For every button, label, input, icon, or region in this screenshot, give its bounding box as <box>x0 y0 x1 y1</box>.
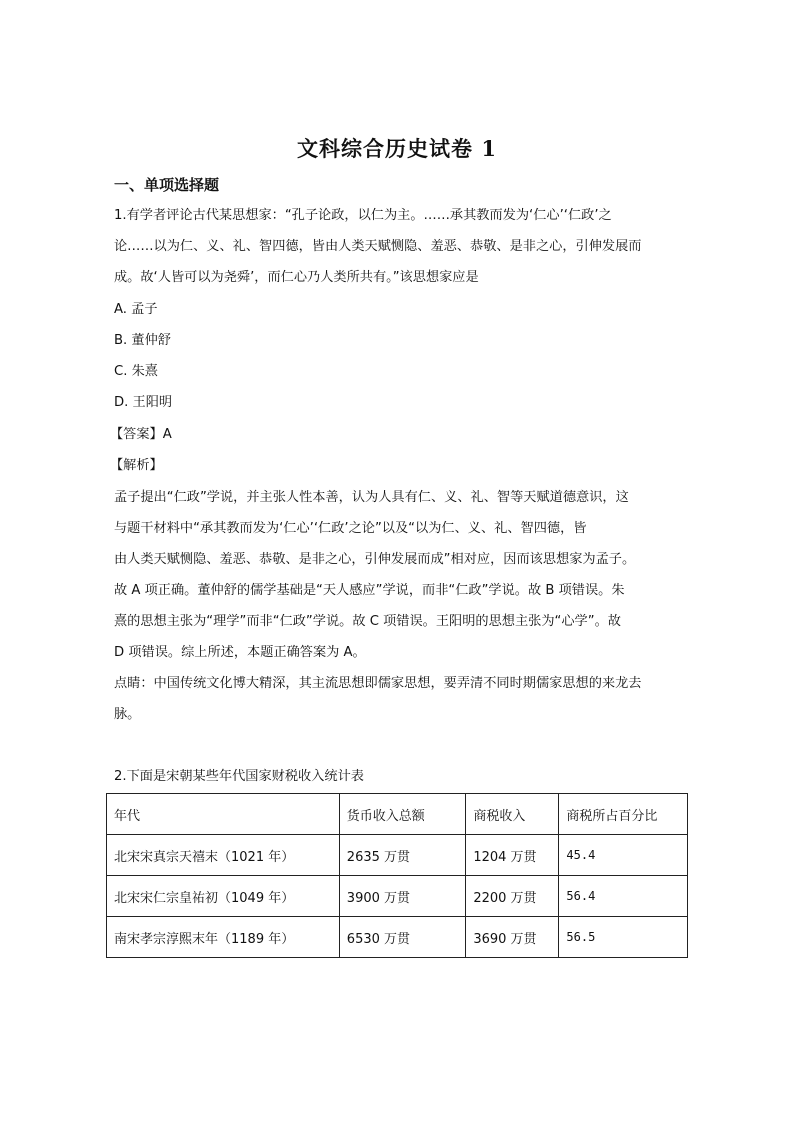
table-cell-percent: 45.4 <box>559 835 688 876</box>
analysis-line-5: 熹的思想主张为“理学”而非“仁政”学说。故 C 项错误。王阳明的思想主张为“心学”。故 <box>114 614 621 629</box>
table-cell-commercial-tax: 2200 万贯 <box>466 876 559 917</box>
q1-answer <box>110 426 172 444</box>
q1-option-c: C. 朱熹 <box>114 364 158 379</box>
table-header-cell: 货币收入总额 <box>339 794 466 835</box>
analysis-line-2: 与题干材料中“承其教而发为‘仁心’‘仁政’之论”以及“以为仁、义、礼、智四德，皆 <box>114 521 587 536</box>
table-cell-percent: 56.5 <box>559 917 688 958</box>
table-cell-total: 2635 万贯 <box>339 835 466 876</box>
tax-revenue-table <box>106 793 688 958</box>
q1-option-a: A. 孟子 <box>114 302 158 317</box>
answer-value: A <box>162 427 172 442</box>
table-cell-commercial-tax: 3690 万贯 <box>466 917 559 958</box>
table-cell-era: 北宋宋真宗天禧末（1021 年） <box>107 835 340 876</box>
q1-option-b: B. 董仲舒 <box>114 333 171 348</box>
answer-tag: 【答案】 <box>110 427 163 442</box>
table-cell-era: 北宋宋仁宗皇祐初（1049 年） <box>107 876 340 917</box>
table-cell-commercial-tax: 1204 万贯 <box>466 835 559 876</box>
table-cell-percent: 56.4 <box>559 876 688 917</box>
page-title: 文科综合历史试卷 1 <box>297 136 497 161</box>
table-row <box>107 876 688 917</box>
table-header-cell: 年代 <box>107 794 340 835</box>
comment-line-1: 点睛：中国传统文化博大精深，其主流思想即儒家思想，要弄清不同时期儒家思想的来龙去 <box>114 676 642 691</box>
analysis-line-3: 由人类天赋恻隐、羞恶、恭敬、是非之心，引伸发展而成”相对应，因而该思想家为孟子。 <box>114 552 636 567</box>
analysis-line-6: D 项错误。综上所述，本题正确答案为 A。 <box>114 645 366 660</box>
analysis-tag: 【解析】 <box>110 458 163 473</box>
analysis-line-4: 故 A 项正确。董仲舒的儒学基础是“天人感应”学说，而非“仁政”学说。故 B 项错误。朱 <box>114 583 625 598</box>
table-header-cell: 商税所占百分比 <box>559 794 688 835</box>
q2-stem: 2.下面是宋朝某些年代国家财税收入统计表 <box>114 769 364 784</box>
table-header-row <box>107 794 688 835</box>
table-cell-era: 南宋孝宗淳熙末年（1189 年） <box>107 917 340 958</box>
table-cell-total: 6530 万贯 <box>339 917 466 958</box>
analysis-line-1: 孟子提出“仁政”学说，并主张人性本善，认为人具有仁、义、礼、智等天赋道德意识，这 <box>114 490 629 505</box>
q1-stem-line-1: 1.有学者评论古代某思想家：“孔子论政，以仁为主。……承其教而发为‘仁心’‘仁政’之 <box>114 208 612 223</box>
table-header-cell: 商税收入 <box>466 794 559 835</box>
q1-option-d: D. 王阳明 <box>114 395 173 410</box>
table-row <box>107 835 688 876</box>
section-heading: 一、单项选择题 <box>114 176 220 194</box>
q1-stem-line-3: 成。故‘人皆可以为尧舜’，而仁心乃人类所共有。”该思想家应是 <box>114 270 479 285</box>
comment-line-2: 脉。 <box>114 707 141 722</box>
table-cell-total: 3900 万贯 <box>339 876 466 917</box>
q1-stem-line-2: 论……以为仁、义、礼、智四德，皆由人类天赋恻隐、羞恶、恭敬、是非之心，引伸发展而 <box>114 239 642 254</box>
table-row <box>107 917 688 958</box>
